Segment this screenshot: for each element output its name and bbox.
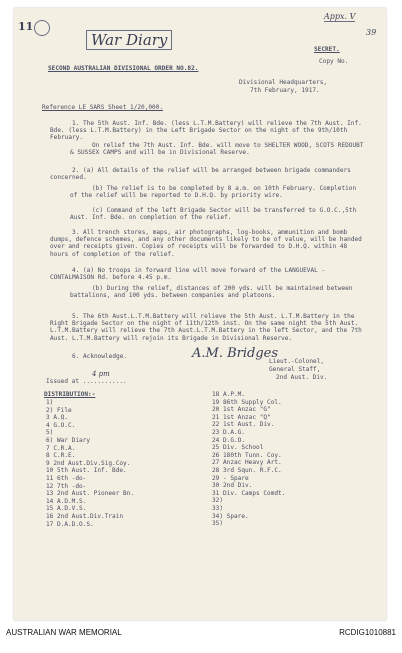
para-text: (b) During the relief, distances of 200 yds. will be maintained between battalions, and 100 yds. between companies and platoons.	[70, 285, 353, 300]
list-item: 24 D.G.O.	[212, 436, 246, 444]
list-item: 17 D.A.D.O.S.	[46, 520, 94, 528]
list-item: 26 180th Tunn. Coy.	[212, 451, 282, 459]
list-item: 7 C.R.A.	[46, 444, 76, 452]
document-page	[14, 8, 386, 620]
list-item: 13 2nd Aust. Pioneer Bn.	[46, 490, 135, 498]
para-text: 2. (a) All details of the relief will be arranged between brigade commanders concerned.	[50, 167, 351, 182]
issued-time: 4 pm	[92, 370, 110, 378]
list-item: 15 A.D.V.S.	[46, 505, 87, 513]
para-text: On relief the 7th Aust. Inf. Bde. will move to SHELTER WOOD, SCOTS REDOUBT & SUSSEX CAMPS and will be in Divisional Reserve.	[70, 142, 364, 157]
list-item: 20 1st Anzac "G"	[212, 406, 271, 414]
copy-number: Copy No.	[319, 58, 349, 65]
distribution-right-column	[212, 391, 285, 528]
appendix-mark: Appx. V	[324, 12, 356, 21]
list-item: 10 5th Aust. Inf. Bde.	[46, 467, 127, 475]
war-diary-stamp: War Diary	[86, 30, 172, 50]
list-item: 28 3rd Squn. R.F.C.	[212, 466, 282, 474]
list-item: 30 2nd Div.	[212, 482, 253, 490]
para-2a	[50, 167, 366, 181]
list-item: 18 A.P.M.	[212, 391, 246, 398]
issued-label: Issued at ............	[46, 378, 127, 385]
para-text: (b) The relief is to be completed by 8 a.m. on 10th February. Completion of the relief will be reported to D.H.Q. by priority wire.	[70, 185, 357, 200]
hq-line-1: Divisional Headquarters,	[239, 79, 328, 86]
list-item: 4 G.O.C.	[46, 421, 76, 429]
list-item: 14 A.D.M.S.	[46, 497, 87, 505]
para-4a	[50, 267, 366, 281]
list-item: 2) File	[46, 406, 72, 414]
list-item: 19 86th Supply Col.	[212, 398, 282, 406]
list-item: 6) War Diary	[46, 436, 91, 444]
distribution-left-column	[46, 399, 134, 528]
list-item: 21 1st Anzac "Q"	[212, 413, 271, 421]
list-item: 35)	[212, 520, 224, 528]
list-item: 31 Div. Camps Comdt.	[212, 489, 286, 497]
list-item: 33)	[212, 504, 224, 512]
list-item: 25 Div. School	[212, 444, 264, 452]
secret-label: SECRET.	[314, 46, 340, 53]
para-text: (c) Command of the left Brigade Sector will be transferred to G.O.C.,5th Aust. Inf. Bde. on completion of the relief.	[70, 207, 357, 222]
list-item: 1)	[46, 399, 54, 406]
signature-division: 2nd Aust. Div.	[276, 374, 328, 381]
page-mark: 39	[366, 28, 377, 37]
folio-circle	[34, 20, 50, 36]
list-item: 22 1st Aust. Div.	[212, 421, 275, 429]
para-2b	[70, 185, 366, 199]
folio-number: 11	[18, 20, 34, 33]
para-1-relief	[70, 142, 366, 156]
footer-record-id: RCDIG1010881	[339, 628, 396, 637]
para-4b	[70, 285, 366, 299]
list-item: 16 2nd Aust.Div.Train	[46, 512, 124, 520]
list-item: 12 7th -do-	[46, 482, 87, 490]
para-text: 1. The 5th Aust. Inf. Bde. (less L.T.M.Battery) will relieve the 7th Aust. Inf. Bde. (less L.T.M.Battery) in the Left Brigade Sector on the night of the 9th/10th February.	[50, 120, 362, 142]
para-text: 4. (a) No troops in forward line will move forward of the LANGUEVAL - CONTALMAISON Rd. before 4.45 p.m.	[50, 267, 326, 282]
footer-institution: AUSTRALIAN WAR MEMORIAL	[6, 628, 122, 637]
para-1	[50, 120, 366, 142]
list-item: 23 D.A.G.	[212, 428, 246, 436]
signature-rank: Lieut.-Colonel,	[269, 358, 325, 365]
para-2c	[70, 207, 366, 221]
distribution-heading: DISTRIBUTION:-	[44, 391, 96, 398]
para-6-acknowledge: 6. Acknowledge.	[72, 353, 128, 360]
para-5	[50, 313, 366, 342]
list-item: 27 Anzac Heavy Art.	[212, 459, 282, 467]
signature-staff: General Staff,	[269, 366, 321, 373]
list-item: 11 6th -do-	[46, 474, 87, 482]
list-item: 3 A.Q.	[46, 414, 69, 422]
order-title: SECOND AUSTRALIAN DIVISIONAL ORDER NO.82.	[48, 65, 199, 72]
reference-line: Reference LE SARS Sheet 1/20,000.	[42, 104, 164, 111]
signature: A.M. Bridges	[192, 346, 279, 361]
para-3	[50, 229, 366, 258]
hq-line-2: 7th February, 1917.	[250, 87, 320, 94]
list-item: 5)	[46, 429, 54, 437]
list-item: 9 2nd Aust.Div.Sig.Coy.	[46, 459, 131, 467]
list-item: 32)	[212, 497, 224, 505]
para-text: 5. The 6th Aust.L.T.M.Battery will relieve the 5th Aust. L.T.M.Battery in the Right Brigade Sector on the night of 11th/12th inst. On the same night the 5th Aust. L.T.M.Battery will relieve the 7th Aust.L.T.M.Battery in the left Sector, and the 7th Aust. L.T.M.Battery will rejoin its Brigade in Divisional Reserve.	[50, 313, 362, 342]
list-item: 8 C.R.E.	[46, 452, 76, 460]
list-item: 29 - Spare	[212, 474, 249, 482]
para-text: 3. All trench stores, maps, air photographs, log-books, ammunition and bomb dumps, defence schemes, and any other documents likely to be of value, will be handed over and receipts given. Copies of receipts will be forwarded to D.H.Q. within 48 hours of completion of the relief.	[50, 229, 362, 258]
list-item: 34) Spare.	[212, 512, 249, 520]
